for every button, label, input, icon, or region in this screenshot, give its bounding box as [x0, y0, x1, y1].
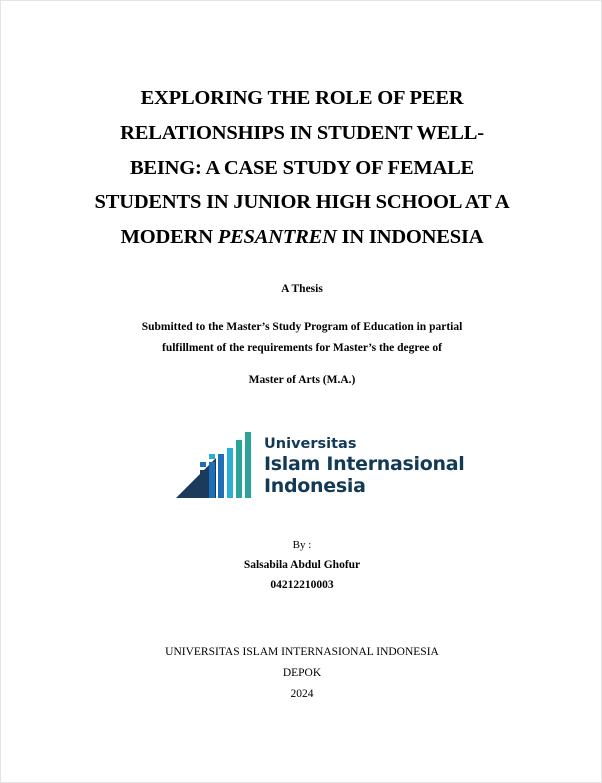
logo-line-2: Islam Internasional	[264, 453, 465, 475]
title-line-2: RELATIONSHIPS IN STUDENT WELL-	[120, 121, 484, 144]
submission-line-2: fulfillment of the requirements for Master’s the degree of	[162, 342, 442, 354]
title-line-5-pre: MODERN	[120, 226, 218, 249]
title-line-4: STUDENTS IN JUNIOR HIGH SCHOOL AT A	[94, 191, 510, 214]
title-line-5	[71, 220, 533, 255]
institution-block	[1, 642, 602, 705]
logo-line-1: Universitas	[264, 436, 357, 452]
degree-name: Master of Arts (M.A.)	[248, 374, 356, 386]
title-line-1: EXPLORING THE ROLE OF PEER	[140, 87, 464, 109]
title-line-3: BEING: A CASE STUDY OF FEMALE	[129, 156, 475, 179]
title-italic-word: PESANTREN	[217, 226, 337, 249]
logo-wordmark	[264, 436, 464, 497]
title-line-5-post: IN INDONESIA	[336, 226, 484, 249]
institution-city: DEPOK	[282, 667, 322, 679]
institution-name: UNIVERSITAS ISLAM INTERNASIONAL INDONESIA	[165, 646, 439, 658]
publication-year: 2024	[290, 688, 314, 700]
submission-line-1: Submitted to the Master’s Study Program of Education in partial	[141, 321, 463, 333]
document-type: A Thesis	[281, 283, 323, 295]
author-name: Salsabila Abdul Ghofur	[243, 559, 361, 571]
by-label: By :	[292, 539, 312, 551]
student-id: 04212210003	[270, 579, 334, 591]
university-logo	[176, 426, 466, 502]
thesis-title	[71, 81, 533, 255]
submission-statement	[1, 317, 602, 359]
logo-line-3: Indonesia	[264, 475, 366, 497]
university-emblem-icon	[176, 426, 256, 502]
